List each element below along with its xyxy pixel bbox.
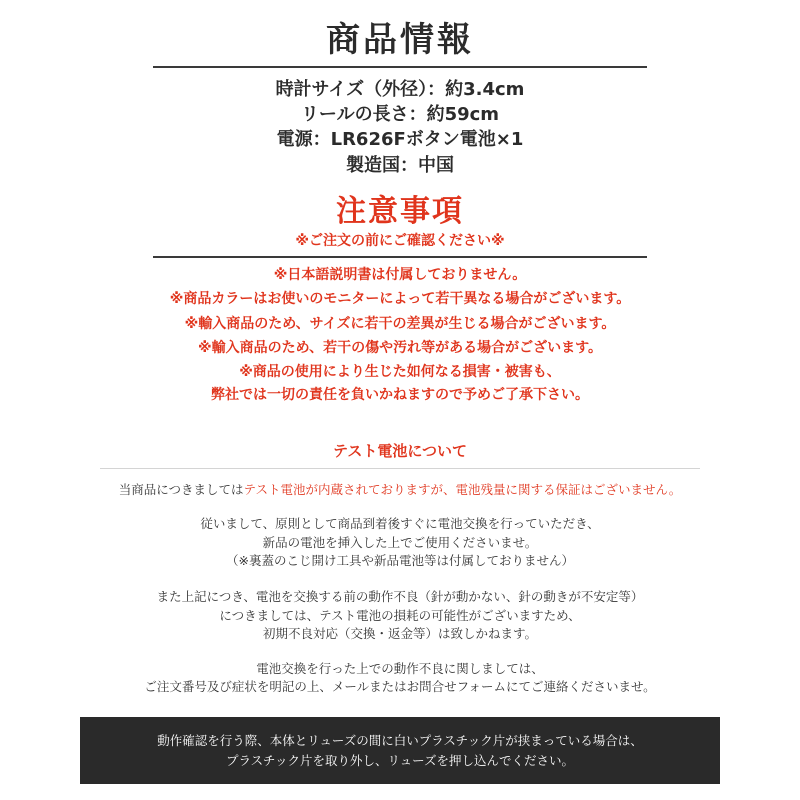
caution-title: 注意事項 xyxy=(336,194,464,229)
caution-divider xyxy=(153,256,647,258)
battery-para2-line2: につきましては、テスト電池の損耗の可能性がございますため、 xyxy=(219,608,581,623)
notice-color-variance: ※商品カラーはお使いのモニターによって若干異なる場合がございます。 xyxy=(169,291,631,307)
footer-note-box xyxy=(80,717,720,784)
title-divider xyxy=(153,66,647,68)
caution-subtitle: ※ご注文の前にご確認ください※ xyxy=(295,233,505,249)
battery-para1-line1: 従いまして、原則として商品到着後すぐに電池交換を行っていただき、 xyxy=(200,516,600,531)
battery-intro-prefix: 当商品につきましては xyxy=(118,482,244,497)
footer-note-line1: 動作確認を行う際、本体とリューズの間に白いプラスチック片が挟まっている場合は、 xyxy=(157,733,643,748)
battery-para2-line1: また上記につき、電池を交換する前の動作不良（針が動かない、針の動きが不安定等） xyxy=(156,589,644,604)
notice-no-manual: ※日本語説明書は付属しておりません。 xyxy=(273,267,527,283)
battery-para2-line3: 初期不良対応（交換・返金等）は致しかねます。 xyxy=(262,626,537,641)
battery-intro-highlight: テスト電池が内蔵されておりますが、電池残量に関する保証はございません。 xyxy=(243,482,682,497)
notice-scratches: ※輸入商品のため、若干の傷や汚れ等がある場合がございます。 xyxy=(198,340,602,356)
battery-para3-line1: 電池交換を行った上での動作不良に関しましては、 xyxy=(256,661,544,676)
page-title: 商品情報 xyxy=(326,20,474,60)
battery-section-title: テスト電池について xyxy=(332,442,468,460)
battery-para3-line2: ご注文番号及び症状を明記の上、メールまたはお問合せフォームにてご連絡くださいませ。 xyxy=(144,679,656,694)
battery-para1-line3: （※裏蓋のこじ開け工具や新品電池等は付属しておりません） xyxy=(226,553,574,568)
notice-liability: ※商品の使用により生じた如何なる損害・被害も、 xyxy=(239,364,561,380)
spec-reel-length: リールの長さ：約59cm xyxy=(300,104,500,125)
footer-note-line2: プラスチック片を取り外し、リューズを押し込んでください。 xyxy=(225,753,574,768)
notice-liability-cont: 弊社では一切の責任を負いかねますので予めご了承下さい。 xyxy=(211,387,589,403)
battery-para1-line2: 新品の電池を挿入した上でご使用くださいませ。 xyxy=(262,535,538,550)
spec-country-of-origin: 製造国：中国 xyxy=(346,155,454,176)
battery-intro xyxy=(0,480,800,500)
notice-size-variance: ※輸入商品のため、サイズに若干の差異が生じる場合がございます。 xyxy=(184,316,616,332)
spec-outer-size: 時計サイズ（外径）：約3.4cm xyxy=(275,79,525,100)
spec-power-source: 電源：LR626Fボタン電池×1 xyxy=(276,129,524,150)
battery-section-divider xyxy=(100,468,700,469)
